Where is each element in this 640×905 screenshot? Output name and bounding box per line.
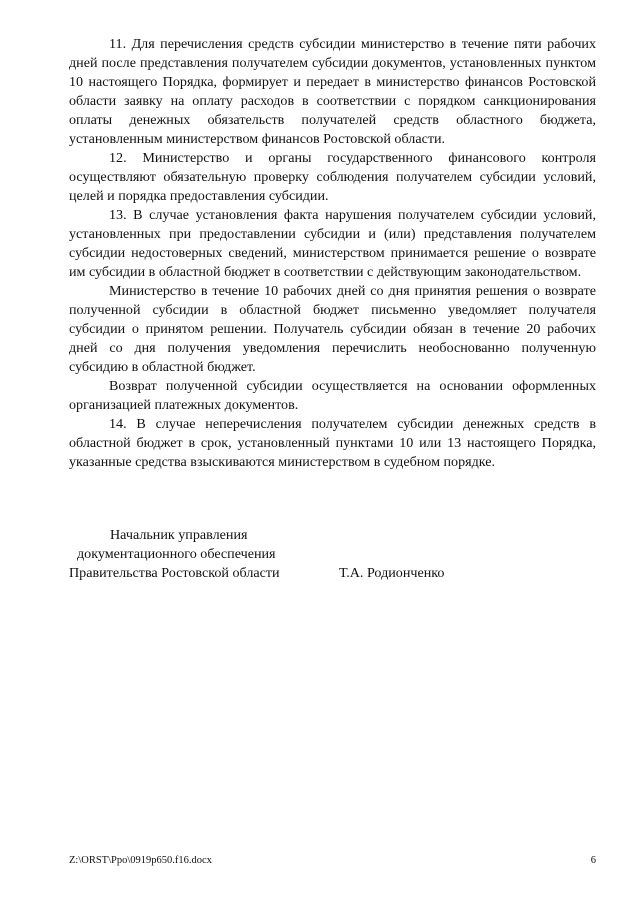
signatory-position-line1: Начальник управления [110, 527, 248, 543]
paragraph-14: 14. В случае неперечисления получателем субсидии денежных средств в областной бюджет в срок, установленный пунктами 10 или 13 настоящего Порядка, указанные средства взыскиваются министерством в судебном порядке. [69, 416, 596, 470]
signatory-position-line2: документационного обеспечения [77, 546, 276, 562]
footer-file-path: Z:\ORST\Ppo\0919p650.f16.docx [69, 855, 212, 866]
signatory-organization: Правительства Ростовской области [69, 565, 280, 581]
paragraph-13-notice: Министерство в течение 10 рабочих дней со дня принятия решения о возврате полученной субсидии в областной бюджет письменно уведомляет получателя субсидии о принятом решении. Получатель субсидии обязан в течение 20 рабочих дней со дня получения уведомления перечислить необоснованно полученную субсидию в областной бюджет. [69, 283, 596, 375]
paragraph-13: 13. В случае установления факта нарушения получателем субсидии условий, установленных при предоставлении субсидии и (или) представления получателем субсидии недостоверных сведений, министерством принимается решение о возврате им субсидии в областной бюджет в соответствии с действующим законодательством. [69, 207, 596, 280]
signatory-position-line3 [69, 564, 596, 583]
paragraph-13-refund: Возврат полученной субсидии осуществляется на основании оформленных организацией платежных документов. [69, 378, 596, 413]
footer-page-number: 6 [590, 855, 596, 866]
signatory-name: Т.А. Родионченко [339, 565, 445, 581]
signature-block [69, 526, 596, 583]
paragraph-12: 12. Министерство и органы государственного финансового контроля осуществляют обязательную проверку соблюдения получателем субсидии условий, целей и порядка предоставления субсидии. [69, 150, 596, 204]
document-body [69, 35, 596, 472]
paragraph-11: 11. Для перечисления средств субсидии министерство в течение пяти рабочих дней после представления получателем субсидии документов, установленных пунктом 10 настоящего Порядка, формирует и передает в министерство финансов Ростовской области заявку на оплату расходов в соответствии с порядком санкционирования оплаты денежных обязательств получателей средств областного бюджета, установленным министерством финансов Ростовской области. [69, 36, 596, 147]
